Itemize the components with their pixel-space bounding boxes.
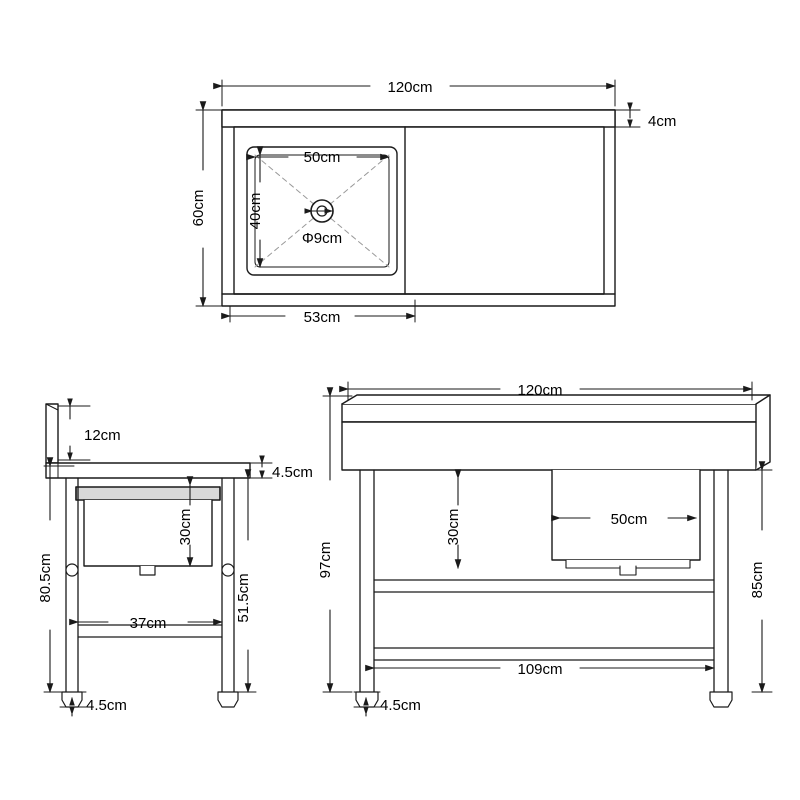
label-top-overall-width: 120cm	[387, 79, 433, 96]
label-side-total-height: 80.5cm	[37, 553, 54, 603]
label-front-bowl-width: 50cm	[610, 511, 648, 528]
side-view-geometry	[46, 404, 250, 707]
label-side-foot-height: 4.5cm	[86, 697, 127, 714]
label-side-bowl-depth: 30cm	[177, 508, 194, 546]
label-top-bowl-width: 50cm	[303, 149, 341, 166]
label-side-splashback: 12cm	[84, 427, 121, 444]
label-front-worktop-height: 85cm	[749, 561, 766, 599]
label-side-shelf-height: 51.5cm	[235, 573, 252, 623]
label-front-overall-width: 120cm	[517, 382, 563, 399]
label-front-foot-height: 4.5cm	[380, 697, 421, 714]
label-front-total-height: 97cm	[317, 541, 334, 579]
label-drain-diameter: Φ9cm	[301, 230, 343, 247]
label-top-upstand: 4cm	[648, 113, 677, 130]
label-side-top-thickness: 4.5cm	[272, 464, 313, 481]
label-top-overall-depth: 60cm	[190, 189, 207, 227]
label-front-shelf-width: 109cm	[517, 661, 563, 678]
label-side-shelf-width: 37cm	[129, 615, 167, 632]
label-top-bowl-depth: 40cm	[247, 192, 264, 230]
label-front-bowl-depth: 30cm	[445, 508, 462, 546]
label-top-bowl-outer-width: 53cm	[303, 309, 341, 326]
top-view-geometry	[222, 110, 615, 306]
